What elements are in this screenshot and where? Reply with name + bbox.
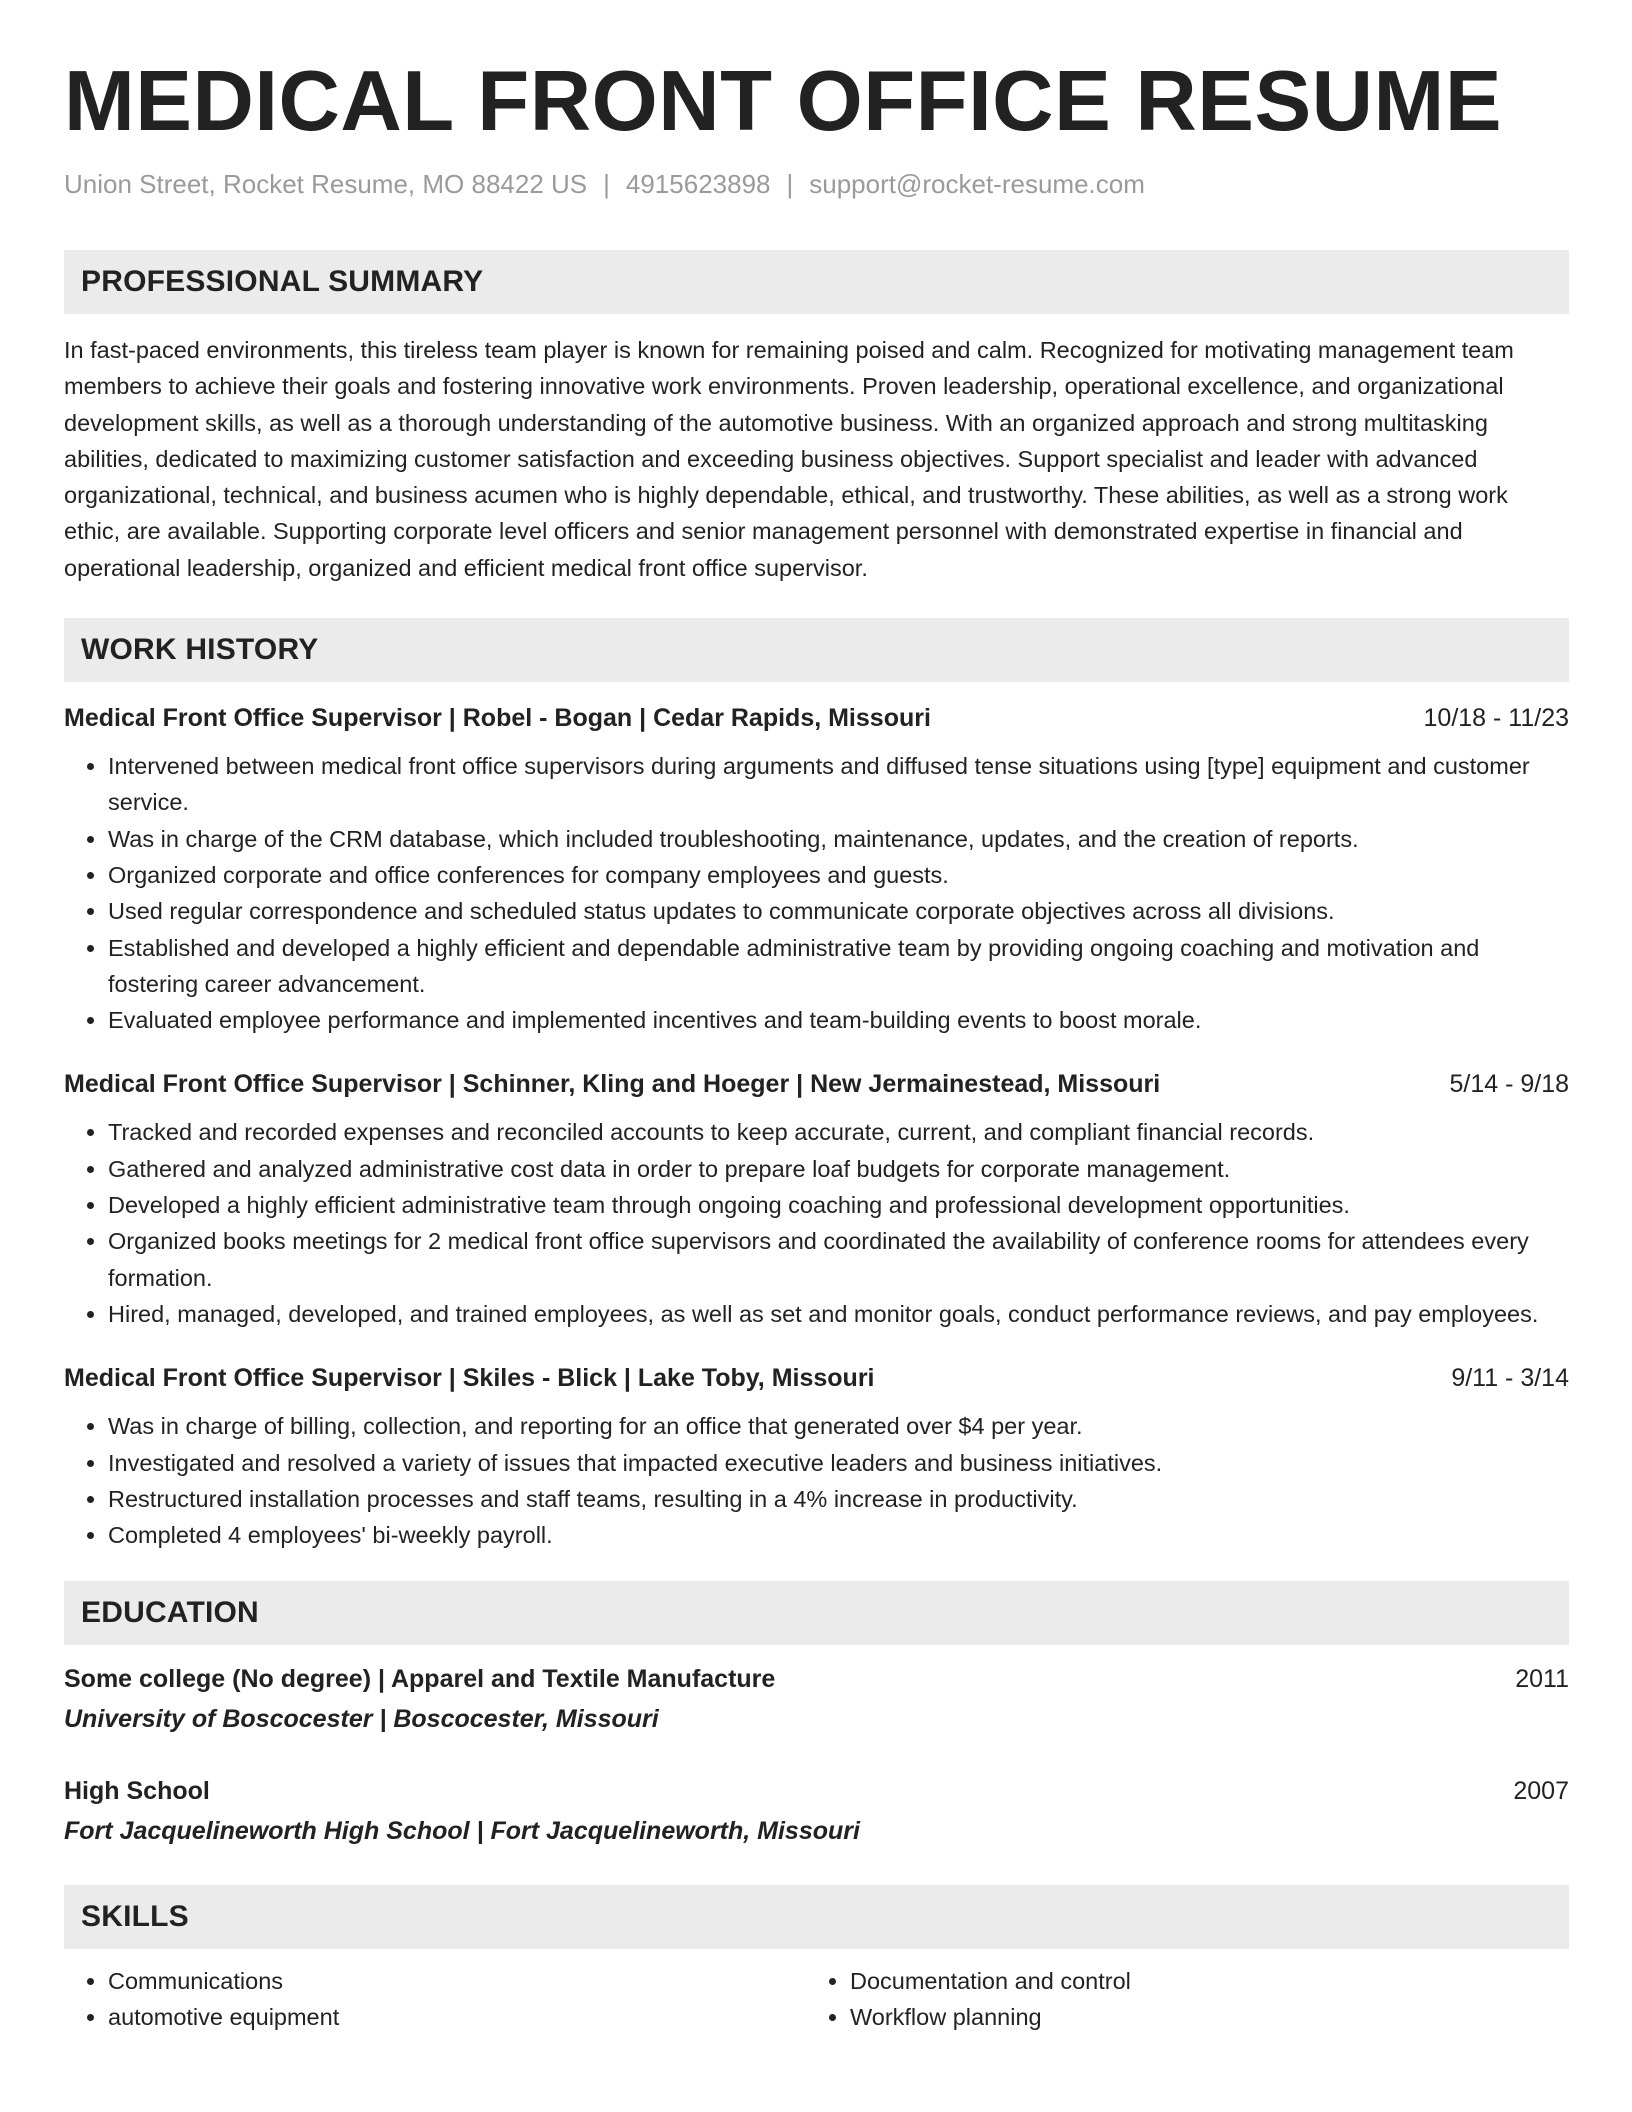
job-bullets bbox=[64, 748, 1569, 1038]
job-bullet: • Established and developed a highly efficient and dependable administrative team by providing ongoing coaching and motivation and fostering career advancement. bbox=[108, 930, 1569, 1003]
job-bullet: • Developed a highly efficient administrative team through ongoing coaching and professional development opportunities. bbox=[108, 1187, 1569, 1223]
job-bullet: • Was in charge of the CRM database, which included troubleshooting, maintenance, updates, and the creation of reports. bbox=[108, 821, 1569, 857]
contact-separator: | bbox=[603, 169, 610, 199]
job-header bbox=[64, 1066, 1569, 1102]
resume-page bbox=[64, 52, 1569, 2035]
skill-item: • Communications bbox=[108, 1963, 806, 1999]
job-title: Medical Front Office Supervisor | Skiles - Blick | Lake Toby, Missouri bbox=[64, 1364, 875, 1393]
job-bullet: • Gathered and analyzed administrative cost data in order to prepare loaf budgets for corporate management. bbox=[108, 1151, 1569, 1187]
section-title: PROFESSIONAL SUMMARY bbox=[81, 265, 484, 298]
job-title: Medical Front Office Supervisor | Schinner, Kling and Hoeger | New Jermainestead, Missouri bbox=[64, 1070, 1161, 1099]
section-header-skills bbox=[64, 1885, 1569, 1949]
contact-email: support@rocket-resume.com bbox=[809, 169, 1145, 199]
education-entry bbox=[64, 1773, 1569, 1851]
skill-item: • Documentation and control bbox=[850, 1963, 1548, 1999]
job-entry bbox=[64, 1360, 1569, 1553]
job-header bbox=[64, 700, 1569, 736]
job-bullets bbox=[64, 1114, 1569, 1332]
contact-phone: 4915623898 bbox=[625, 169, 771, 199]
section-title: SKILLS bbox=[81, 1900, 189, 1934]
job-bullet: • Was in charge of billing, collection, and reporting for an office that generated over $4 per year. bbox=[108, 1408, 1569, 1444]
job-dates: 5/14 - 9/18 bbox=[1449, 1070, 1569, 1099]
education-degree: Some college (No degree) | Apparel and Textile Manufacture bbox=[64, 1665, 776, 1694]
job-entry bbox=[64, 700, 1569, 1038]
section-title: WORK HISTORY bbox=[81, 633, 319, 667]
job-dates: 9/11 - 3/14 bbox=[1451, 1364, 1569, 1393]
contact-address: Union Street, Rocket Resume, MO 88422 US bbox=[64, 169, 588, 199]
job-bullet: • Organized corporate and office conferences for company employees and guests. bbox=[108, 857, 1569, 893]
job-bullet: • Used regular correspondence and scheduled status updates to communicate corporate objectives across all divisions. bbox=[108, 893, 1569, 929]
job-bullet: • Intervened between medical front office supervisors during arguments and diffused tense situations using [type] equipment and customer service. bbox=[108, 748, 1569, 821]
education-header bbox=[64, 1773, 1569, 1809]
education-school: Fort Jacquelineworth High School | Fort Jacquelineworth, Missouri bbox=[64, 1817, 860, 1846]
job-bullet: • Tracked and recorded expenses and reconciled accounts to keep accurate, current, and compliant financial records. bbox=[108, 1114, 1569, 1150]
job-bullet: • Investigated and resolved a variety of issues that impacted executive leaders and business initiatives. bbox=[108, 1445, 1569, 1481]
job-bullet: • Restructured installation processes and staff teams, resulting in a 4% increase in productivity. bbox=[108, 1481, 1569, 1517]
education-school: University of Boscocester | Boscocester, Missouri bbox=[64, 1705, 659, 1734]
resume-title: MEDICAL FRONT OFFICE RESUME bbox=[64, 54, 1503, 149]
job-bullet: • Completed 4 employees' bi-weekly payroll. bbox=[108, 1517, 1569, 1553]
education-entry bbox=[64, 1661, 1569, 1739]
job-bullet: • Evaluated employee performance and implemented incentives and team-building events to boost morale. bbox=[108, 1002, 1569, 1038]
contact-line bbox=[64, 166, 1569, 202]
skills-column-left bbox=[64, 1963, 806, 2035]
skill-item: • automotive equipment bbox=[108, 1999, 806, 2035]
education-year: 2011 bbox=[1515, 1665, 1569, 1694]
section-header-work-history bbox=[64, 618, 1569, 682]
summary-paragraph: In fast-paced environments, this tireless team player is known for remaining poised and calm. Recognized for motivating management team members to achieve their goals and fostering innovative work environments. Proven leadership, operational excellence, and organizational development skills, as well as a thorough understanding of the automotive business. With an organized approach and strong multitasking abilities, dedicated to maximizing customer satisfaction and exceeding business objectives. Support specialist and leader with advanced organizational, technical, and business acumen who is highly dependable, ethical, and trustworthy. These abilities, as well as a strong work ethic, are available. Supporting corporate level officers and senior management personnel with demonstrated expertise in financial and operational leadership, organized and efficient medical front office supervisor. bbox=[64, 337, 1514, 581]
job-header bbox=[64, 1360, 1569, 1396]
education-degree: High School bbox=[64, 1777, 210, 1806]
section-header-education bbox=[64, 1581, 1569, 1645]
job-title: Medical Front Office Supervisor | Robel - Bogan | Cedar Rapids, Missouri bbox=[64, 704, 931, 733]
job-entry bbox=[64, 1066, 1569, 1332]
skill-item: • Workflow planning bbox=[850, 1999, 1548, 2035]
contact-separator: | bbox=[786, 169, 794, 199]
education-year: 2007 bbox=[1513, 1777, 1569, 1806]
section-header-summary bbox=[64, 250, 1569, 314]
job-bullets bbox=[64, 1408, 1569, 1553]
skills-column-right bbox=[806, 1963, 1548, 2035]
section-title: EDUCATION bbox=[81, 1596, 259, 1630]
education-header bbox=[64, 1661, 1569, 1697]
skills-list bbox=[64, 1963, 1569, 2035]
job-bullet: • Hired, managed, developed, and trained employees, as well as set and monitor goals, conduct performance reviews, and pay employees. bbox=[108, 1296, 1569, 1332]
job-dates: 10/18 - 11/23 bbox=[1423, 704, 1569, 733]
job-bullet: • Organized books meetings for 2 medical front office supervisors and coordinated the availability of conference rooms for attendees every formation. bbox=[108, 1223, 1569, 1296]
